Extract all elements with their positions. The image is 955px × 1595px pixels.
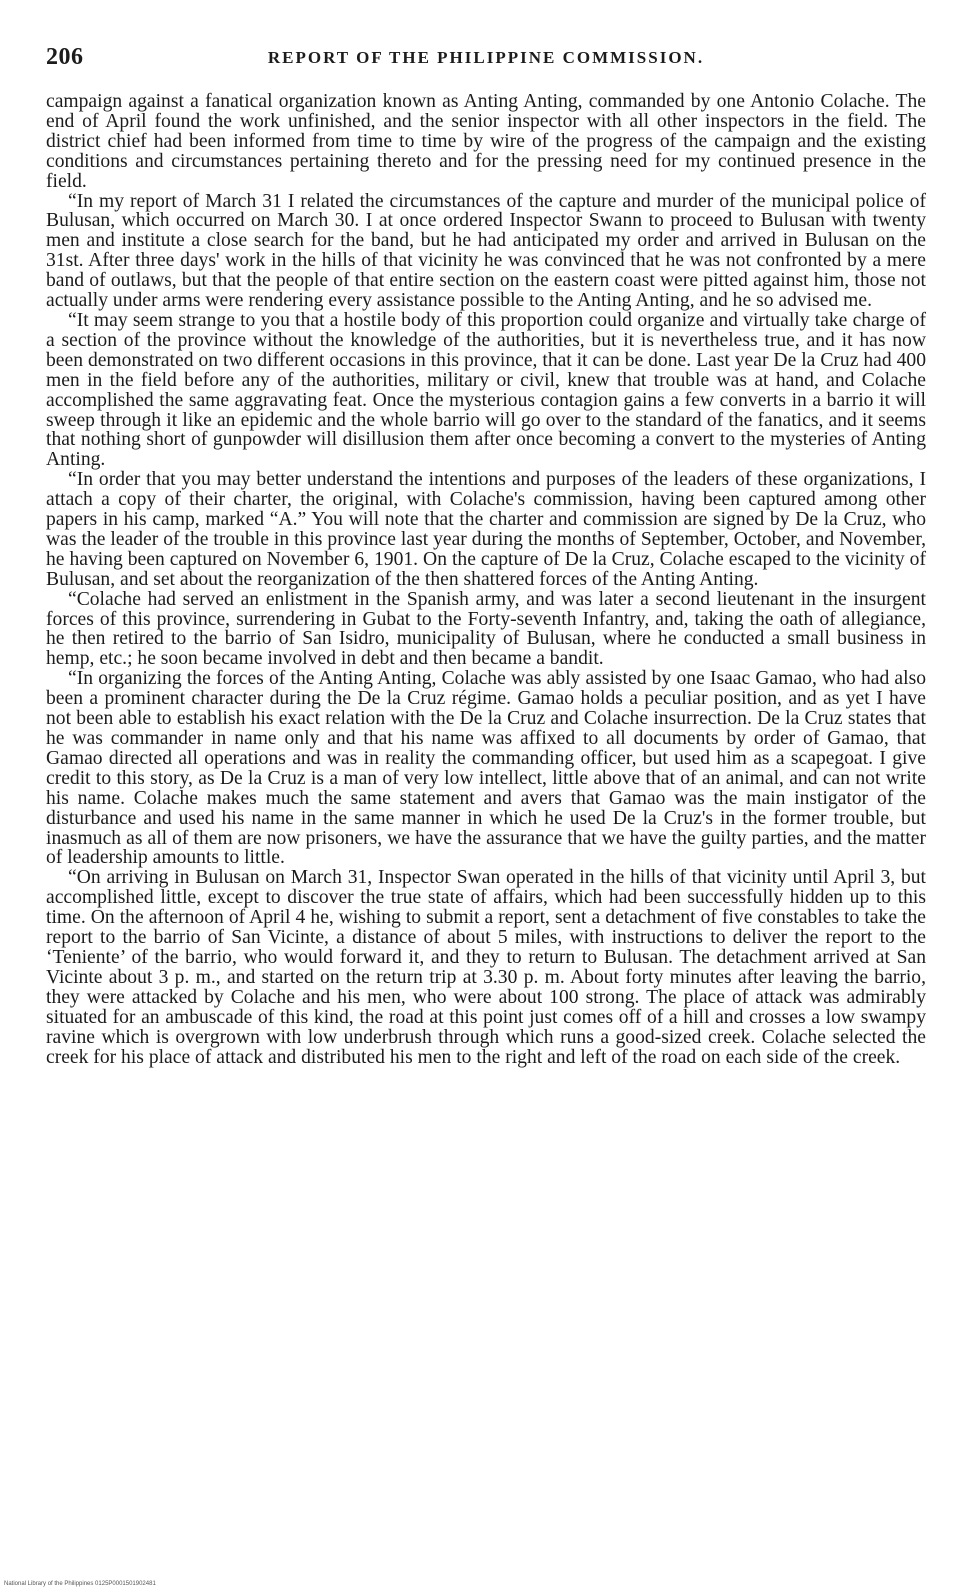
running-head [46, 44, 926, 80]
paragraph-5: “Colache had served an enlistment in the Spanish army, and was later a second lieutenant in the insurgent forces of this province, surrendering in Gubat to the Forty-seventh Infantry, and, taking the oath of allegiance, he then retired to the barrio of San Isidro, municipality of Bulusan, where he conducted a small business in hemp, etc.; he soon became involved in debt and then became a bandit. [46, 588, 926, 670]
page-number: 206 [46, 44, 84, 70]
paragraph-3: “It may seem strange to you that a hostile body of this proportion could organize and virtually take charge of a section of the province without the knowledge of the authorities, but it is nevertheless true, and it has now been demonstrated on two different occasions in this province, that it can be done. Last year De la Cruz had 400 men in the field before any of the authorities, military or civil, knew that trouble was at hand, and Colache accomplished the same aggravating feat. Once the mysterious contagion gains a few converts in a barrio it will sweep through it like an epidemic and the whole barrio will go over to the standard of the fanatics, and it seems that nothing short of gunpowder will disillusion them after once becoming a convert to the mysteries of Anting Anting. [46, 309, 926, 471]
paragraph-1: campaign against a fanatical organization known as Anting Anting, commanded by one Antonio Colache. The end of April found the work unfinished, and the senior inspector with all other inspectors in the field. The district chief had been informed from time to time by wire of the progress of the campaign and the existing conditions and circumstances pertaining thereto and for the pressing need for my continued presence in the field. [46, 91, 926, 192]
running-head-title: REPORT OF THE PHILIPPINE COMMISSION. [267, 48, 705, 67]
paragraph-4: “In order that you may better understand the intentions and purposes of the leaders of these organizations, I attach a copy of their charter, the original, with Colache's commission, having been captured among other papers in his camp, marked “A.” You will note that the charter and commission are signed by De la Cruz, who was the leader of the trouble in this province last year during the months of September, October, and November, he having been captured on November 6, 1901. On the capture of De la Cruz, Colache escaped to the vicinity of Bulusan, and set about the reorganization of the then shattered forces of the Anting Anting. [46, 469, 926, 590]
paragraph-6: “In organizing the forces of the Anting Anting, Colache was ably assisted by one Isaac Gamao, who had also been a prominent character during the De la Cruz régime. Gamao holds a peculiar position, and as yet I have not been able to establish his exact relation with the De la Cruz and Colache insurrection. De la Cruz states that he was commander in name only and that his name was affixed to all documents by order of Gamao, that Gamao directed all operations and was in reality the commanding officer, but used him as a scapegoat. I give credit to this story, as De la Cruz is a man of very low intellect, little above that of an animal, and can not write his name. Colache makes much the same statement and avers that Gamao was the main instigator of the disturbance and used his name in the same manner in which he used De la Cruz's in the former trouble, but inasmuch as all of them are now prisoners, we have the assurance that we have the guilty parties, and the matter of leadership amounts to little. [46, 668, 926, 869]
paragraph-7: “On arriving in Bulusan on March 31, Inspector Swan operated in the hills of that vicinity until April 3, but accomplished little, except to discover the true state of affairs, which had been successfully hidden up to this time. On the afternoon of April 4 he, wishing to submit a report, sent a detachment of five constables to take the report to the barrio of San Vicinte, a distance of about 5 miles, with instructions to deliver the report to the ‘Teniente’ of the barrio, who would forward it, and they to return to Bulusan. The detachment arrived at San Vicinte about 3 p. m., and started on the return trip at 3.30 p. m. About forty minutes after leaving the barrio, they were attacked by Colache and his men, who were about 100 strong. The place of attack was admirably situated for an ambuscade of this kind, the road at this point just comes off of a hill and crosses a low swampy ravine which is overgrown with low underbrush through which runs a good-sized creek. Colache selected the creek for his place of attack and distributed his men to the right and left of the road on each side of the creek. [46, 867, 926, 1068]
document-page [46, 44, 926, 1067]
library-stamp: National Library of the Philippines 0125P0001501902481 [4, 1581, 156, 1587]
paragraph-2: “In my report of March 31 I related the circumstances of the capture and murder of the municipal police of Bulusan, which occurred on March 30. I at once ordered Inspector Swann to proceed to Bulusan with twenty men and institute a close search for the band, but he had anticipated my order and arrived in Bulusan on the 31st. After three days' work in the hills of that vicinity he was convinced that he was not confronted by a mere band of outlaws, but that the people of that entire section on the eastern coast were pitted against him, those not actually under arms were rendering every assistance possible to the Anting Anting, and he so advised me. [46, 190, 926, 312]
body-text [46, 92, 926, 1067]
